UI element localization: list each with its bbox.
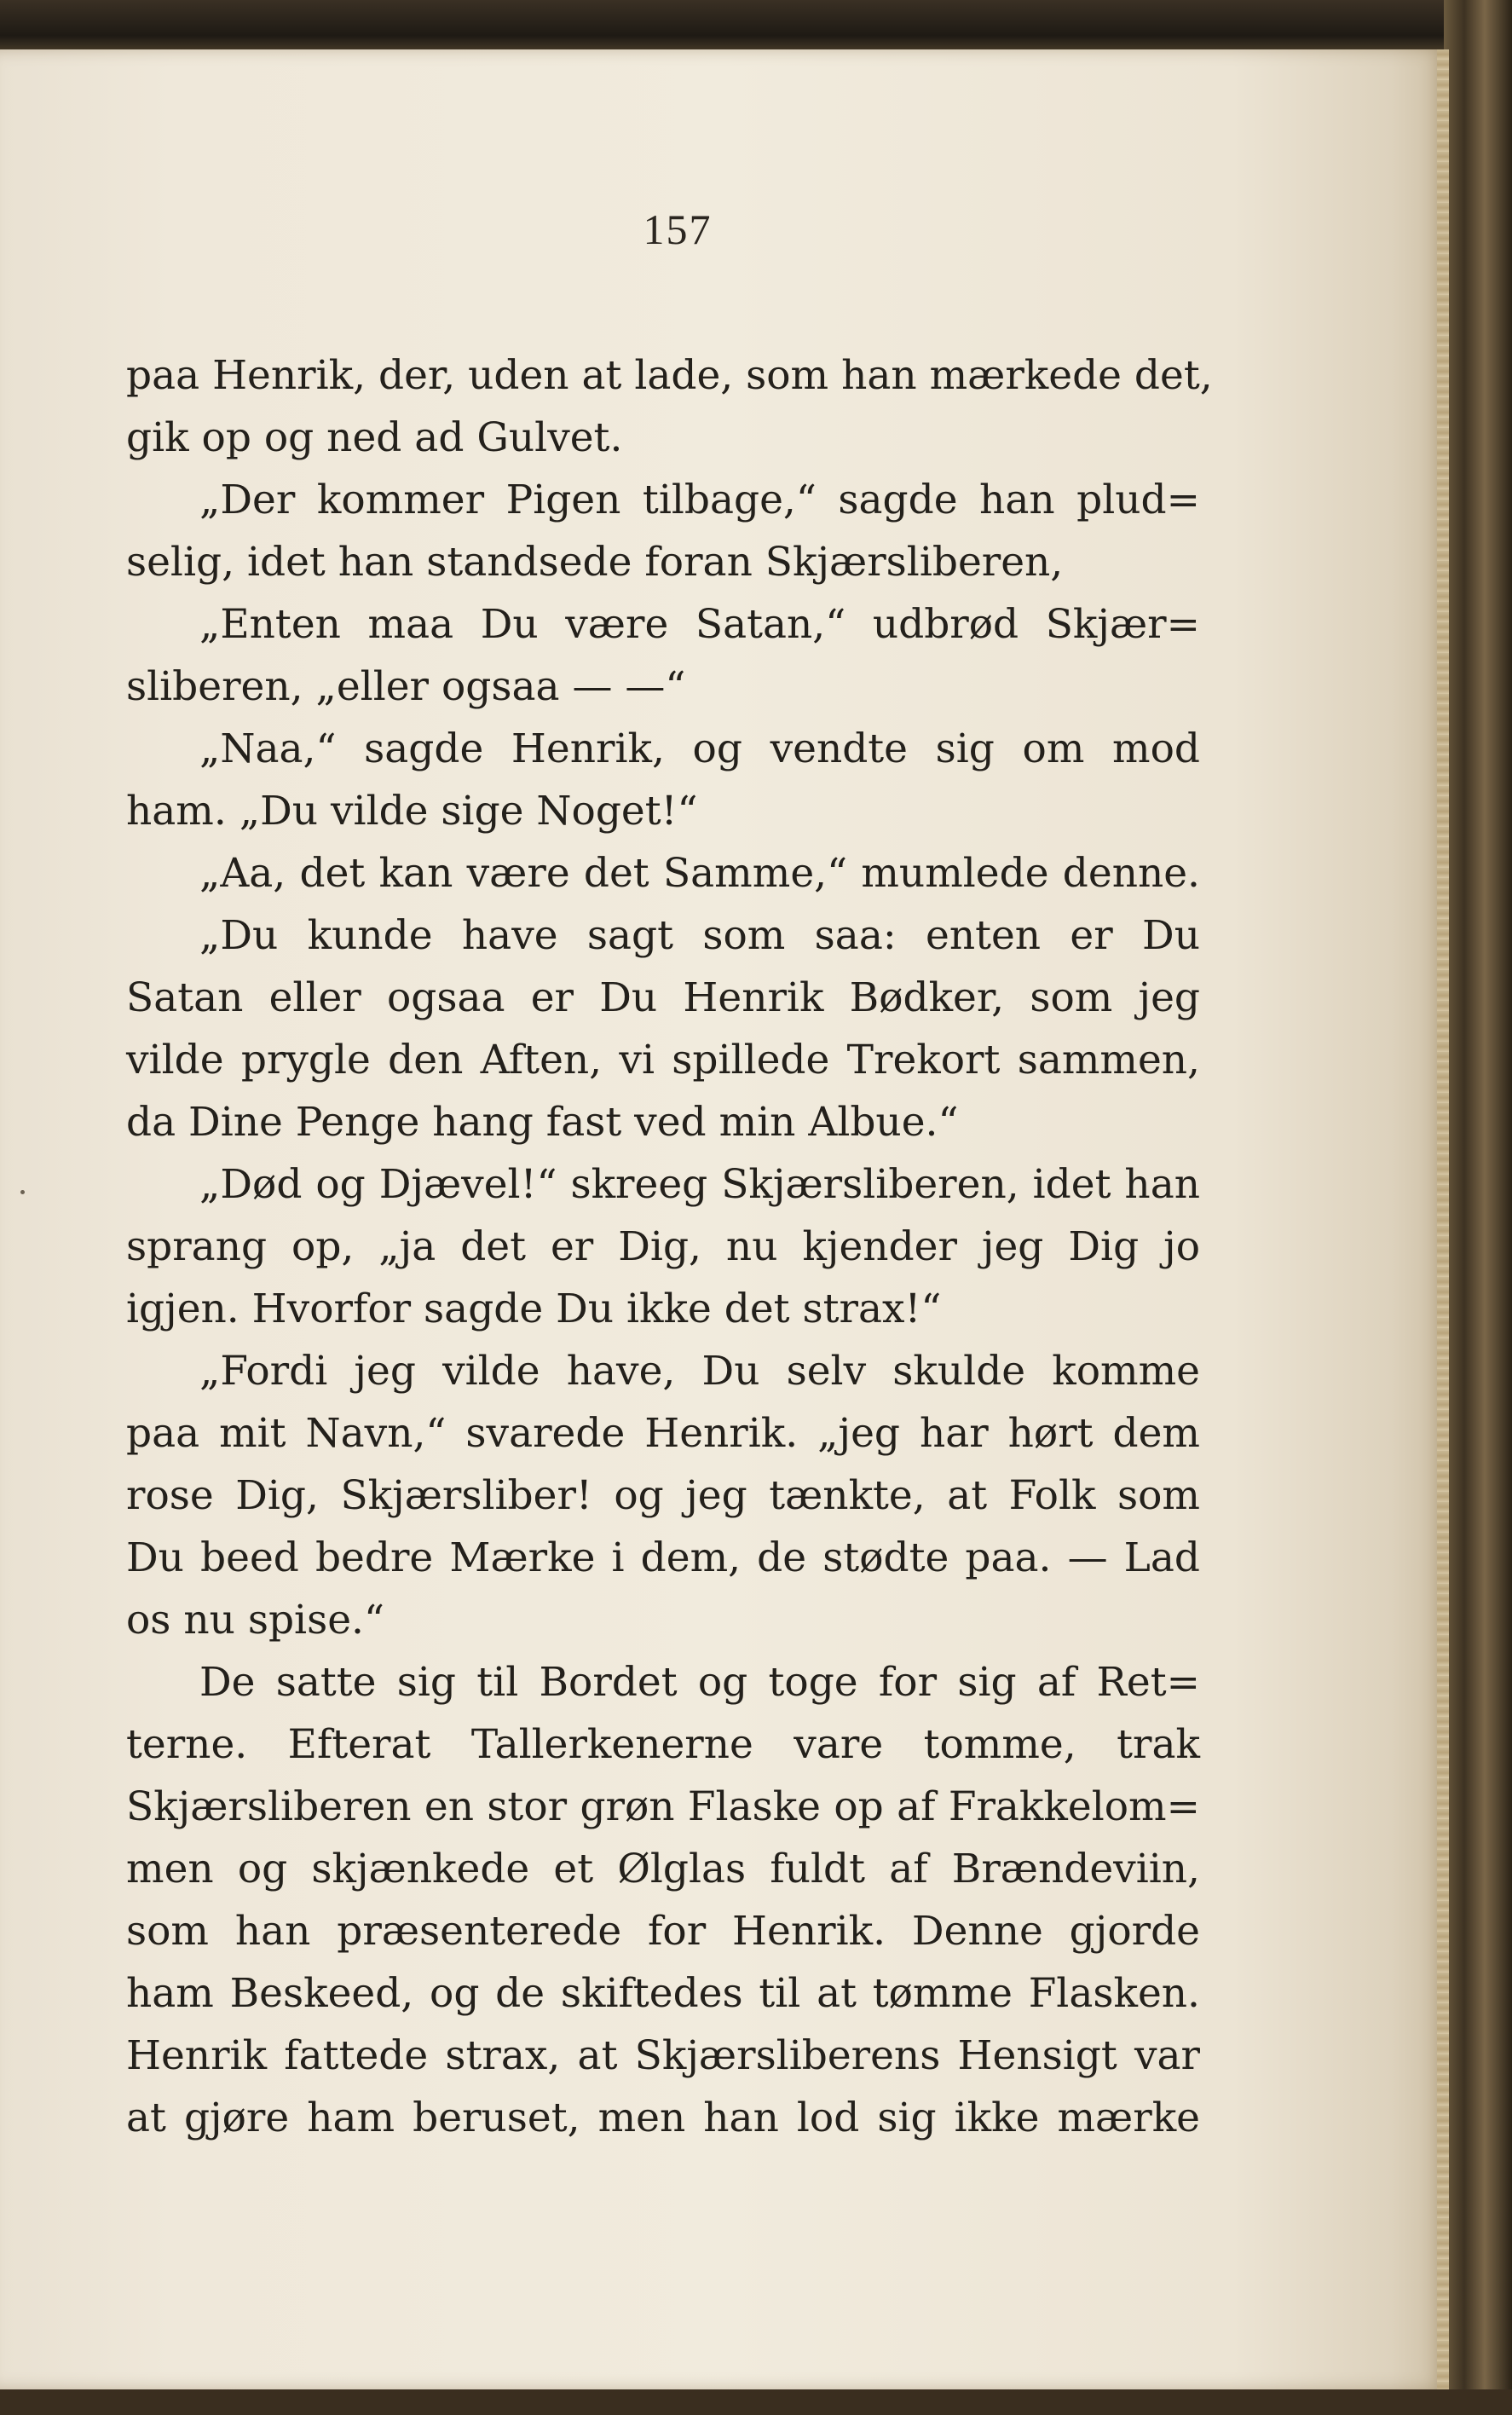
- text-line: „Fordi jeg vilde have, Du selv skulde komme: [199, 1348, 1200, 1395]
- text-line: „Der kommer Pigen tilbage,“ sagde han plud=: [199, 477, 1200, 523]
- text-line: ham Beskeed, og de skiftedes til at tømme Flasken.: [126, 1970, 1200, 2017]
- text-line: sprang op, „ja det er Dig, nu kjender jeg Dig jo: [126, 1223, 1200, 1270]
- book-page: [0, 49, 1449, 2389]
- text-line: Skjærsliberen en stor grøn Flaske op af Frakkelom=: [126, 1783, 1200, 1830]
- text-line: vilde prygle den Aften, vi spillede Trekort sammen,: [126, 1037, 1200, 1083]
- text-line: sliberen, „eller ogsaa — —“: [126, 663, 686, 710]
- book-edge-right: [1444, 0, 1512, 2415]
- page-edge: [1437, 49, 1449, 2389]
- text-line: „Aa, det kan være det Samme,“ mumlede denne.: [199, 850, 1200, 897]
- text-line: „Du kunde have sagt som saa: enten er Du: [199, 912, 1200, 959]
- text-line: terne. Efterat Tallerkenerne vare tomme, trak: [126, 1721, 1200, 1768]
- scanner-background-bottom: [0, 2389, 1512, 2415]
- text-line: De satte sig til Bordet og toge for sig af Ret=: [199, 1659, 1200, 1706]
- text-line: selig, idet han standsede foran Skjærsliberen,: [126, 539, 1064, 586]
- margin-speck: [20, 1190, 25, 1194]
- body-text: [126, 344, 1213, 2149]
- text-line: „Død og Djævel!“ skreeg Skjærsliberen, idet han: [199, 1161, 1200, 1208]
- text-line: ham. „Du vilde sige Noget!“: [126, 788, 698, 835]
- text-line: Satan eller ogsaa er Du Henrik Bødker, som jeg: [126, 974, 1200, 1021]
- text-line: Du beed bedre Mærke i dem, de stødte paa. — Lad: [126, 1534, 1200, 1581]
- text-line: paa mit Navn,“ svarede Henrik. „jeg har hørt dem: [126, 1410, 1200, 1457]
- text-line: da Dine Penge hang fast ved min Albue.“: [126, 1099, 959, 1146]
- text-line: paa Henrik, der, uden at lade, som han mærkede det,: [126, 352, 1213, 399]
- text-line: rose Dig, Skjærsliber! og jeg tænkte, at Folk som: [126, 1472, 1200, 1519]
- text-line: „Enten maa Du være Satan,“ udbrød Skjær=: [199, 601, 1200, 648]
- text-line: Henrik fattede strax, at Skjærsliberens Hensigt var: [126, 2032, 1200, 2079]
- text-line: som han præsenterede for Henrik. Denne gjorde: [126, 1908, 1200, 1955]
- text-line: „Naa,“ sagde Henrik, og vendte sig om mod: [199, 725, 1200, 772]
- text-line: men og skjænkede et Ølglas fuldt af Brændeviin,: [126, 1846, 1200, 1892]
- page-number: 157: [643, 205, 713, 253]
- text-line: gik op og ned ad Gulvet.: [126, 414, 623, 461]
- text-line: igjen. Hvorfor sagde Du ikke det strax!“: [126, 1285, 942, 1332]
- text-line: os nu spise.“: [126, 1597, 384, 1644]
- text-line: at gjøre ham beruset, men han lod sig ikke mærke: [126, 2094, 1200, 2141]
